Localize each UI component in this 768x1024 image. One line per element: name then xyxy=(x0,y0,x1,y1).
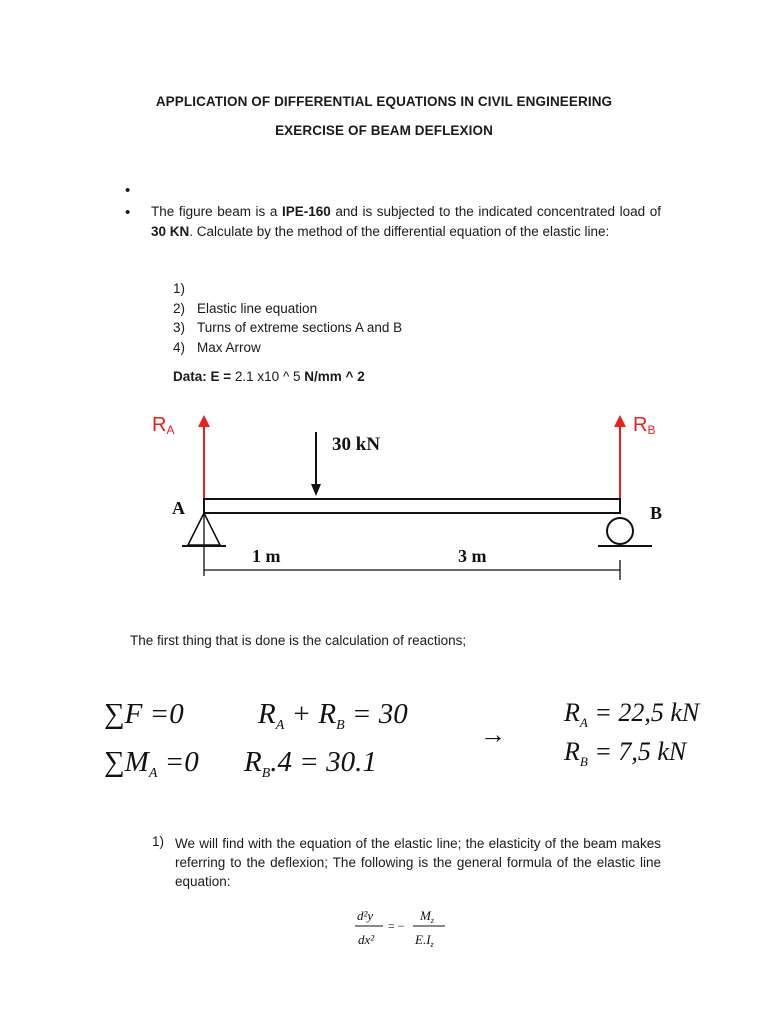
problem-text-3: . Calculate by the method of the differential equation of the elastic line: xyxy=(189,223,610,239)
reaction-sum-equation: $R_A + R_B = 30$ xyxy=(258,698,408,733)
formula-equals: = − xyxy=(388,919,405,933)
task-item: 3) Turns of extreme sections A and B xyxy=(173,320,403,335)
elastic-line-formula xyxy=(0,900,768,960)
empty-bullet: • xyxy=(125,182,131,199)
data-label: Data: E = xyxy=(173,369,235,384)
document-title: APPLICATION OF DIFFERENTIAL EQUATIONS IN CIVIL ENGINEERING xyxy=(155,94,613,109)
roller-support-b xyxy=(598,518,652,580)
task-item: 4) Max Arrow xyxy=(173,339,261,355)
task-item: 1) xyxy=(173,281,186,296)
modulus-unit: N/mm ^ 2 xyxy=(304,369,365,384)
reaction-a-result: $R_A = 22,5$ kN xyxy=(564,698,700,730)
document-subtitle: EXERCISE OF BEAM DEFLEXION xyxy=(275,123,493,138)
reaction-b-label: RB xyxy=(633,414,656,437)
problem-bullet: • xyxy=(125,204,131,221)
load-value: 30 KN xyxy=(151,223,190,239)
reaction-a-arrow xyxy=(198,415,210,500)
beam xyxy=(204,499,620,513)
implies-arrow: → xyxy=(480,720,506,749)
reaction-b-arrow xyxy=(614,415,626,500)
formula-numerator: d²y xyxy=(357,908,374,923)
elastic-item-number: 1) xyxy=(152,834,165,849)
load-arrow xyxy=(311,432,321,496)
sum-m-equation: $\sum M_A =0$ xyxy=(104,746,199,781)
task-list xyxy=(173,279,402,357)
modulus-value: 2.1 x10 ^ 5 xyxy=(234,369,305,384)
load-label: 30 kN xyxy=(332,434,381,455)
equilibrium-equations xyxy=(0,680,768,790)
beam-figure xyxy=(0,395,768,595)
problem-text-2: and is subjected to the indicated concentrated load of xyxy=(330,204,661,219)
reaction-a-label: RA xyxy=(152,414,175,437)
span-1-label: 1 m xyxy=(252,546,281,566)
problem-text-1: The figure beam is a xyxy=(151,204,282,219)
span-2-label: 3 m xyxy=(458,546,487,566)
point-a-label: A xyxy=(172,498,185,518)
formula-stiffness: $E.I_z$ xyxy=(415,932,434,949)
reactions-intro: The first thing that is done is the calculation of reactions; xyxy=(130,633,467,648)
data-line xyxy=(173,369,365,384)
point-b-label: B xyxy=(650,503,663,523)
elastic-line-paragraph: We will find with the equation of the elastic line; the elasticity of the beam makes referring to the deflexion; The following is the general formula of the elastic line equation: xyxy=(175,836,661,889)
moment-equation: $R_B.4 = 30.1$ xyxy=(244,746,377,781)
problem-statement xyxy=(151,202,661,241)
formula-moment: $M_z$ xyxy=(420,908,434,925)
beam-profile: IPE-160 xyxy=(281,204,331,219)
sum-f-equation: ∑F =0 xyxy=(104,698,184,730)
pin-support-a xyxy=(182,513,226,576)
formula-denominator: dx² xyxy=(358,932,375,947)
reaction-b-result: $R_B = 7,5$ kN xyxy=(564,737,687,769)
task-item: 2) Elastic line equation xyxy=(173,300,318,316)
